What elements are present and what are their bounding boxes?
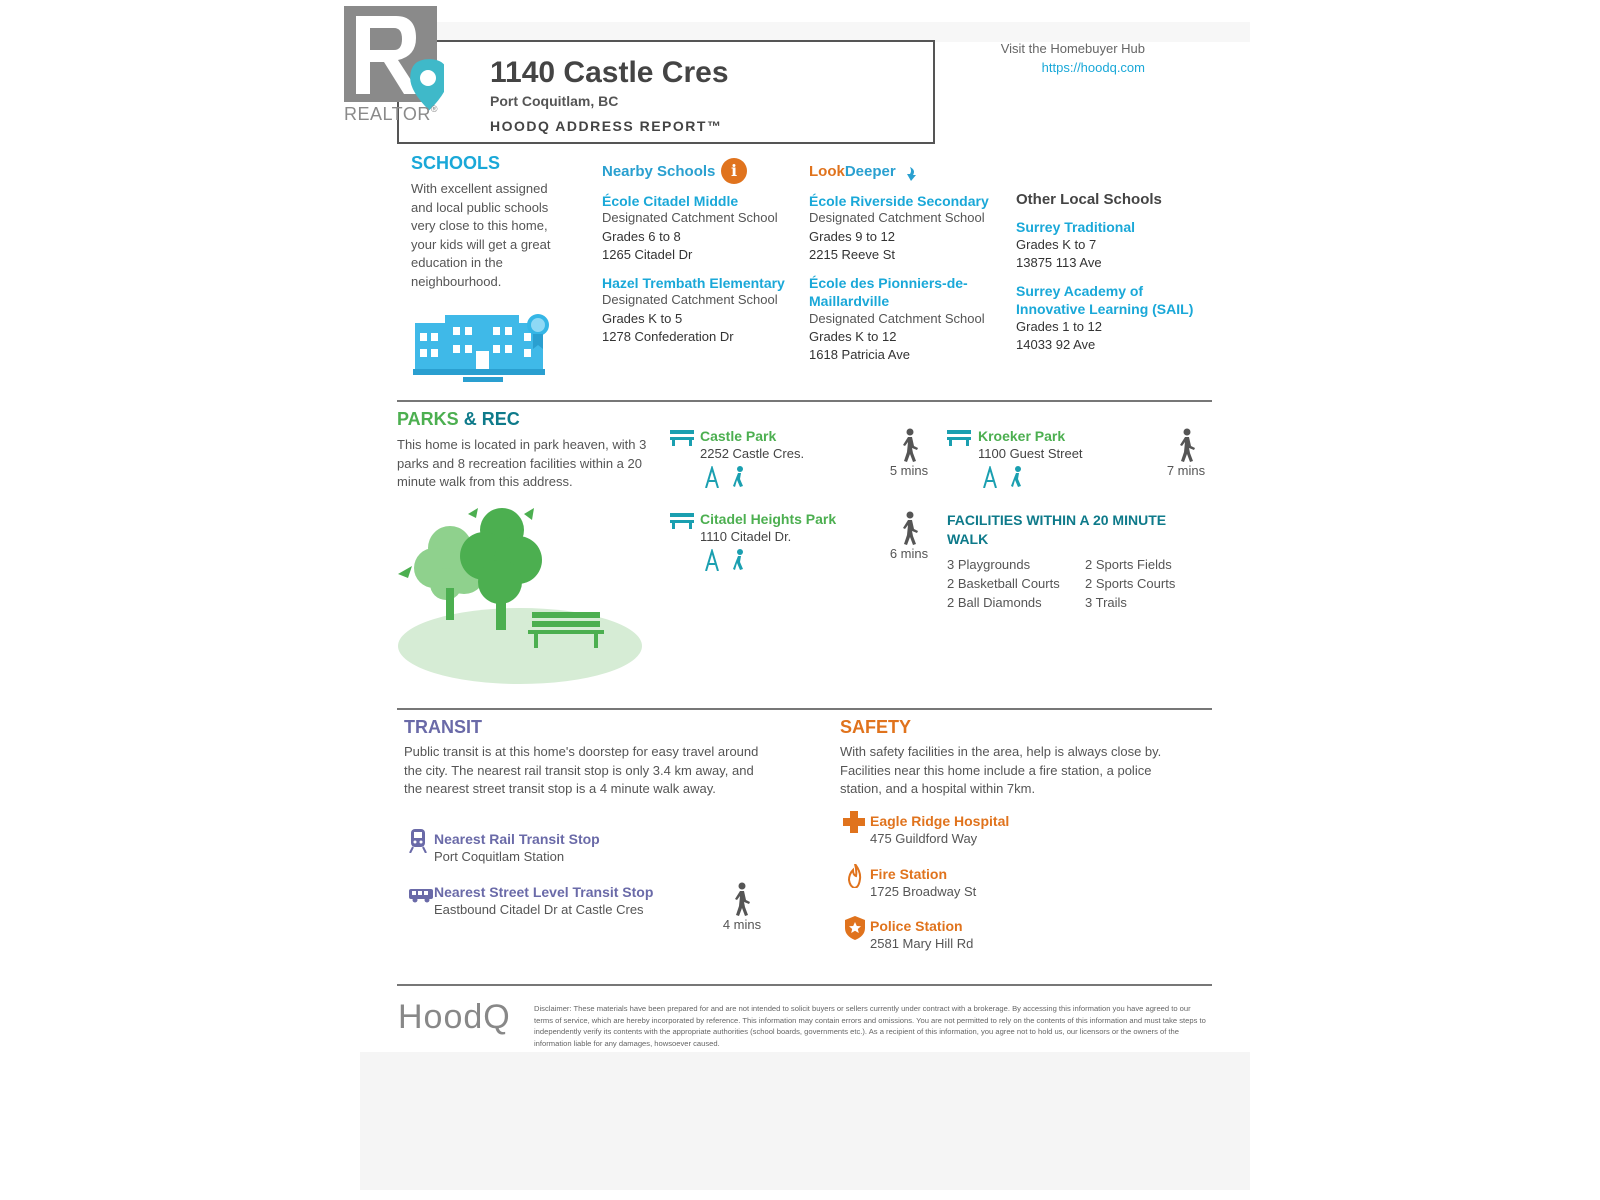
facility-item: 2 Ball Diamonds	[947, 595, 1042, 610]
section-divider	[397, 400, 1212, 402]
police-badge-icon	[845, 916, 865, 940]
deeper-school-1-type: Designated Catchment School	[809, 210, 985, 225]
walking-person-icon	[899, 511, 921, 545]
homebuyer-hub-link[interactable]: https://hoodq.com	[1041, 60, 1145, 75]
school-building-icon	[413, 313, 555, 383]
hoodq-logo: HoodQ	[398, 998, 511, 1036]
park-2-address: 1100 Guest Street	[978, 446, 1083, 461]
other-school-2-grades: Grades 1 to 12	[1016, 319, 1102, 334]
deeper-school-2-name-line1: École des Pionniers-de-	[809, 275, 968, 291]
facility-item: 2 Sports Courts	[1085, 576, 1176, 591]
page-top-strip	[360, 22, 1250, 42]
section-divider	[397, 984, 1212, 986]
other-school-2-name-line1: Surrey Academy of	[1016, 283, 1144, 299]
safety-1-name: Eagle Ridge Hospital	[870, 813, 1010, 829]
safety-2-name: Fire Station	[870, 866, 948, 882]
arrow-down-icon	[906, 166, 920, 182]
other-schools-heading: Other Local Schools	[1016, 191, 1162, 208]
facility-item: 2 Basketball Courts	[947, 576, 1060, 591]
walking-person-icon	[899, 428, 921, 462]
nearby-school-1-address: 1265 Citadel Dr	[602, 247, 693, 262]
nearby-school-2-grades: Grades K to 5	[602, 311, 683, 326]
walking-person-icon	[731, 882, 753, 916]
deeper-school-1-name: École Riverside Secondary	[809, 193, 989, 209]
bus-icon	[409, 889, 433, 903]
safety-2-address: 1725 Broadway St	[870, 884, 977, 899]
sports-icon	[731, 549, 745, 571]
walking-person-icon	[1176, 428, 1198, 462]
facility-item: 2 Sports Fields	[1085, 557, 1172, 572]
bench-icon	[947, 430, 971, 446]
page-bottom-area	[360, 1052, 1250, 1190]
sports-icon	[731, 466, 745, 488]
deeper-school-2-address: 1618 Patricia Ave	[809, 347, 910, 362]
section-divider	[397, 708, 1212, 710]
schools-heading: SCHOOLS	[411, 153, 501, 173]
park-2-walk-time: 7 mins	[1166, 463, 1206, 478]
park-2-name: Kroeker Park	[978, 428, 1066, 444]
deeper-school-2-name-line2: Maillardville	[809, 293, 890, 309]
park-3-walk-time: 6 mins	[889, 546, 929, 561]
street-stop-name: Eastbound Citadel Dr at Castle Cres	[434, 902, 644, 917]
transit-description: Public transit is at this home's doorstep for easy travel around the city. The nearest rail transit stop is only 3.4 km away, and the nearest street transit stop is a 4 minute walk away.	[404, 744, 759, 796]
park-3-name: Citadel Heights Park	[700, 511, 837, 527]
safety-3-name: Police Station	[870, 918, 963, 934]
park-illustration	[398, 508, 643, 688]
safety-description: With safety facilities in the area, help is always close by. Facilities near this home include a fire station, a police station, and a hospital within 7km.	[840, 744, 1162, 796]
disclaimer-text: Disclaimer: These materials have been prepared for and are not intended to solicit buyers or sellers currently under contract with a brokerage. By accessing this information you have agreed to our terms of service, which are hereby incorporated by reference. This information may contain errors and omissions. You are not permitted to rely on the contents of this information and must take steps to independently verify its contents with the appropriate authorities (school boards, governments etc.). As a recipient of this information, you agree not to hold us, our licensors or the owners of the information liable for any damages, howsoever caused.	[534, 1004, 1206, 1048]
other-school-2-address: 14033 92 Ave	[1016, 337, 1096, 352]
safety-3-address: 2581 Mary Hill Rd	[870, 936, 974, 951]
sports-icon	[1009, 466, 1023, 488]
other-school-1-address: 13875 113 Ave	[1016, 255, 1102, 270]
schools-description: With excellent assigned and local public schools very close to this home, your kids will get a great education in the neighbourhood.	[411, 181, 551, 289]
playground-icon	[703, 549, 721, 571]
bench-icon	[670, 430, 694, 446]
parks-description: This home is located in park heaven, with 3 parks and 8 recreation facilities within a 20 minute walk from this address.	[397, 437, 647, 489]
other-school-1-name: Surrey Traditional	[1016, 219, 1136, 235]
address-title: 1140 Castle Cres	[490, 56, 729, 89]
fire-icon	[847, 864, 863, 888]
nearby-schools-heading: Nearby Schools	[602, 163, 716, 180]
deeper-school-1-grades: Grades 9 to 12	[809, 229, 895, 244]
rail-stop-name: Port Coquitlam Station	[434, 849, 565, 864]
parks-heading: PARKS & REC	[397, 409, 520, 429]
look-deeper-heading[interactable]: LookDeeper	[809, 163, 896, 180]
facilities-heading: FACILITIES WITHIN A 20 MINUTE WALK	[947, 512, 1167, 547]
info-icon[interactable]: i	[721, 158, 747, 184]
train-icon	[409, 829, 427, 853]
nearby-school-1-type: Designated Catchment School	[602, 210, 778, 225]
facility-item: 3 Playgrounds	[947, 557, 1031, 572]
street-stop-label: Nearest Street Level Transit Stop	[434, 884, 654, 900]
address-city: Port Coquitlam, BC	[490, 93, 619, 109]
other-school-1-grades: Grades K to 7	[1016, 237, 1097, 252]
deeper-school-1-address: 2215 Reeve St	[809, 247, 896, 262]
park-1-address: 2252 Castle Cres.	[700, 446, 805, 461]
nearby-school-2-address: 1278 Confederation Dr	[602, 329, 734, 344]
safety-heading: SAFETY	[840, 717, 912, 737]
report-label: HOODQ ADDRESS REPORT™	[490, 118, 723, 134]
homebuyer-hub-text: Visit the Homebuyer Hub	[1000, 41, 1145, 56]
deeper-school-2-grades: Grades K to 12	[809, 329, 897, 344]
park-3-address: 1110 Citadel Dr.	[700, 529, 792, 544]
other-school-2-name-line2: Innovative Learning (SAIL)	[1016, 301, 1194, 317]
transit-heading: TRANSIT	[404, 717, 482, 737]
playground-icon	[703, 466, 721, 488]
park-1-name: Castle Park	[700, 428, 777, 444]
deeper-school-2-type: Designated Catchment School	[809, 311, 985, 326]
hospital-cross-icon	[843, 811, 865, 833]
safety-1-address: 475 Guildford Way	[870, 831, 978, 846]
rail-stop-label: Nearest Rail Transit Stop	[434, 831, 600, 847]
playground-icon	[981, 466, 999, 488]
realtor-wordmark: REALTOR®	[344, 104, 438, 124]
facility-item: 3 Trails	[1085, 595, 1127, 610]
bench-icon	[670, 513, 694, 529]
street-stop-walk-time: 4 mins	[722, 917, 762, 932]
nearby-school-1-name: École Citadel Middle	[602, 193, 739, 209]
nearby-school-1-grades: Grades 6 to 8	[602, 229, 681, 244]
park-1-walk-time: 5 mins	[889, 463, 929, 478]
nearby-school-2-name: Hazel Trembath Elementary	[602, 275, 785, 291]
realtor-logo	[344, 6, 444, 124]
nearby-school-2-type: Designated Catchment School	[602, 292, 778, 307]
